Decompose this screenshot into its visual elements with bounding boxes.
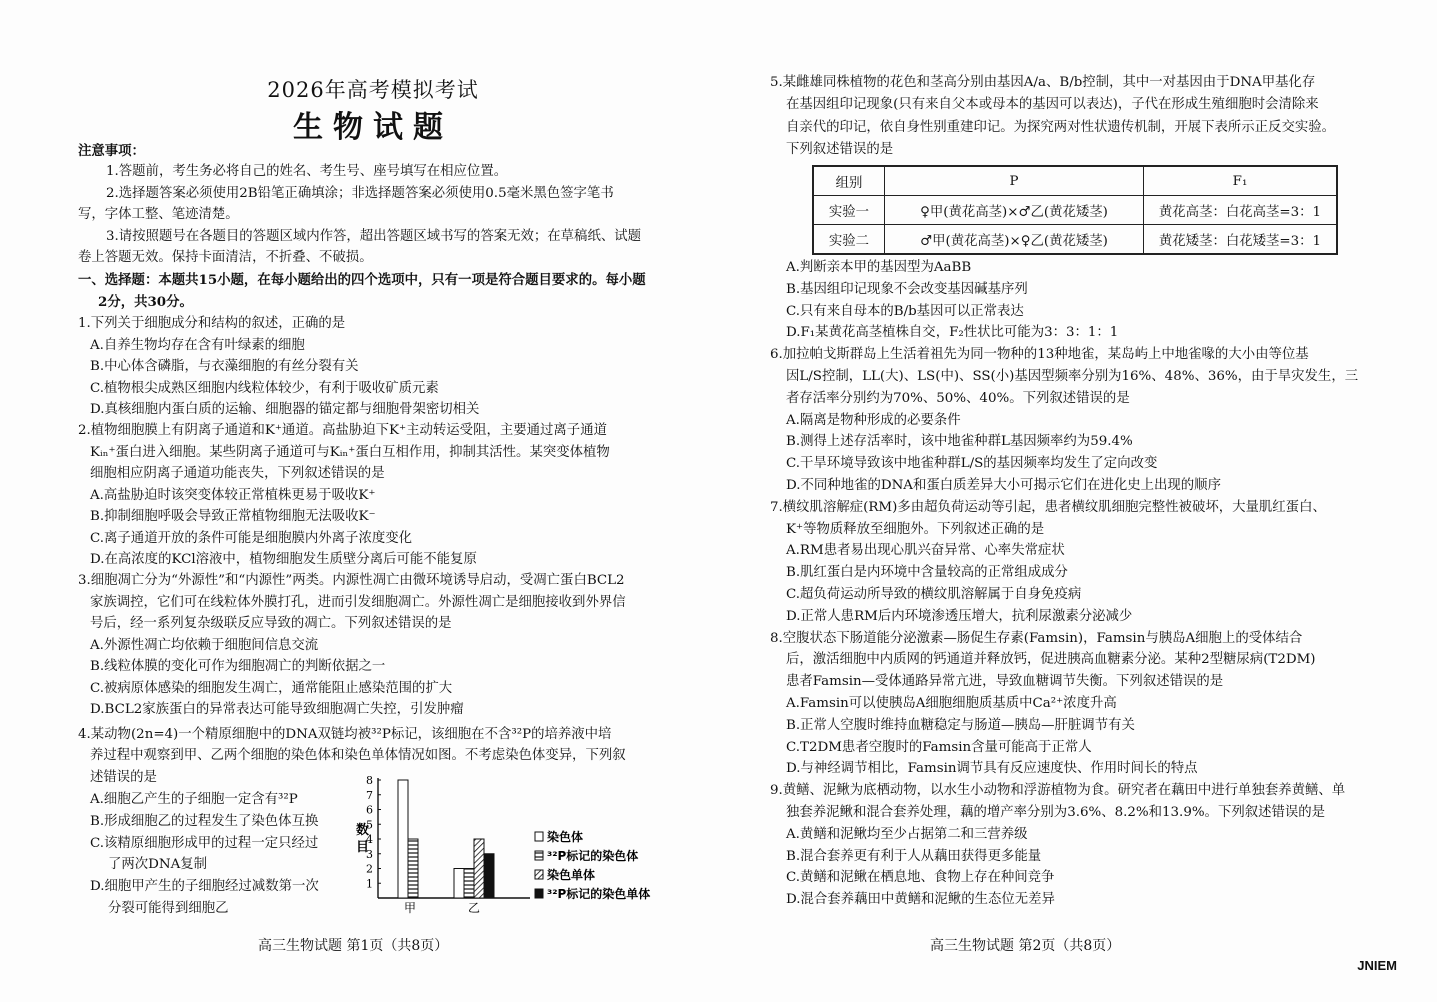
option-line: K⁺等物质释放至细胞外。下列叙述正确的是 [786,522,1045,537]
question-stem: 6.加拉帕戈斯群岛上生活着祖先为同一物种的13种地雀，某岛屿上中地雀喙的大小由等位基 [770,347,1309,362]
y-tick-label: 7 [366,788,373,802]
table-cell: ♀甲(黄花高茎)×♂乙(黄花矮茎) [885,196,1144,225]
table-header: 组别 [813,166,885,196]
exam-title: 2026年高考模拟考试 [267,78,479,102]
option-line: A.隔离是物种形成的必要条件 [786,413,961,428]
option-line: A.黄鳝和泥鳅均至少占据第二和三营养级 [786,827,1028,842]
option-line: B.线粒体膜的变化可作为细胞凋亡的判断依据之一 [90,659,386,674]
option-line: C.T2DM患者空腹时的Famsin含量可能高于正常人 [786,740,1092,755]
table-header: F₁ [1144,166,1338,196]
option-line: D.不同种地雀的DNA和蛋白质差异大小可揭示它们在进化史上出现的顺序 [786,478,1221,493]
legend-label: ³²P标记的染色体 [547,849,639,863]
section-heading: 2分，共30分。 [98,294,193,310]
bar-black [484,854,494,898]
table-header-row [813,166,1337,196]
question-stem: 下列叙述错误的是 [786,142,894,157]
option-line: C.植物根尖成熟区细胞内线粒体较少，有利于吸收矿质元素 [90,381,439,396]
option-line: A.RM患者易出现心肌兴奋异常、心率失常症状 [786,543,1065,558]
section-heading: 一、选择题：本题共15小题，在每小题给出的四个选项中，只有一项是符合题目要求的。每小题 [78,272,646,288]
option-line: D.BCL2家族蛋白的异常表达可能导致细胞凋亡失控，引发肿瘤 [90,702,464,717]
option-line: 者存活率分别约为70%、50%、40%。下列叙述错误的是 [786,391,1130,406]
experiment-table [812,165,1338,255]
bar-diag [474,839,484,898]
option-line: A.自养生物均存在含有叶绿素的细胞 [90,338,305,353]
notice-item: 1.答题前，考生务必将自己的姓名、考生号、座号填写在相应位置。 [106,164,508,179]
bar-white [454,869,464,899]
option-line: 分裂可能得到细胞乙 [108,901,229,916]
page-footer-right: 高三生物试题 第2页（共8页） [930,938,1121,954]
legend-swatch [535,889,543,898]
option-line: B.肌红蛋白是内环境中含量较高的正常组成成分 [786,565,1068,580]
option-line: C.被病原体感染的细胞发生凋亡，通常能阻止感染范围的扩大 [90,681,453,696]
option-line: A.判断亲本甲的基因型为AaBB [786,260,972,275]
option-line: B.基因组印记现象不会改变基因碱基序列 [786,282,1028,297]
option-line: C.超负荷运动所导致的横纹肌溶解属于自身免疫病 [786,587,1082,602]
option-line: B.正常人空腹时维持血糖稳定与肠道—胰岛—肝脏调节有关 [786,718,1135,733]
x-tick-label: 甲 [403,901,417,915]
option-line: B.混合套养更有利于人从藕田获得更多能量 [786,849,1042,864]
legend-label: 染色体 [547,830,584,844]
table-cell: 实验二 [813,225,885,255]
y-tick-label: 2 [366,862,373,876]
option-line: D.混合套养藕田中黄鳝和泥鳅的生态位无差异 [786,892,1055,907]
option-line: C.干旱环境导致该中地雀种群L/S的基因频率均发生了定向改变 [786,456,1158,471]
question-stem: 7.横纹肌溶解症(RM)多由超负荷运动等引起，患者横纹肌细胞完整性被破坏，大量肌红蛋白、 [770,500,1326,515]
option-line: D.F₁某黄花高茎植株自交，F₂性状比可能为3：3：1：1 [786,325,1119,340]
question-stem: 1.下列关于细胞成分和结构的叙述，正确的是 [78,316,346,331]
option-line: B.测得上述存活率时，该中地雀种群L基因频率约为59.4% [786,434,1133,449]
option-line: C.只有来自母本的B/b基因可以正常表达 [786,304,1024,319]
option-line: A.高盐胁迫时该突变体较正常植株更易于吸收K⁺ [90,488,376,503]
option-line: C.该精原细胞形成甲的过程一定只经过 [90,836,319,851]
legend-swatch [535,832,543,841]
option-line: B.中心体含磷脂，与衣藻细胞的有丝分裂有关 [90,359,359,374]
option-line: 号后，经一系列复杂级联反应导致的凋亡。下列叙述错误的是 [90,616,452,631]
y-tick-label: 1 [366,877,373,891]
question-stem: 4.某动物(2n=4)一个精原细胞中的DNA双链均被³²P标记，该细胞在不含³²P的培养液中培 [78,727,612,742]
notice-item: 卷上答题无效。保持卡面清洁，不折叠、不破损。 [78,250,373,265]
legend-swatch [535,870,543,879]
option-line: D.细胞甲产生的子细胞经过减数第一次 [90,879,319,894]
notice-item: 写，字体工整、笔迹清楚。 [78,207,239,222]
option-line: Kᵢₙ⁺蛋白进入细胞。某些阴离子通道可与Kᵢₙ⁺蛋白互相作用，抑制其活性。某突变体植物 [90,445,610,460]
question-stem: 自亲代的印记，依自身性别重建印记。为探究两对性状遗传机制，开展下表所示正反交实验。 [786,120,1336,135]
y-tick-label: 4 [366,833,373,846]
option-line: 细胞相应阴离子通道功能丧失，下列叙述错误的是 [90,466,385,481]
page-footer-left: 高三生物试题 第1页（共8页） [258,938,449,954]
option-line: 因L/S控制，LL(大)、LS(中)、SS(小)基因型频率分别为16%、48%、36%，由于旱灾发生，三 [786,369,1359,384]
legend-label: 染色单体 [547,868,596,882]
option-line: 养过程中观察到甲、乙两个细胞的染色体和染色单体情况如图。不考虑染色体变异，下列叙 [90,748,626,763]
table-cell: 黄花高茎：白花高茎=3：1 [1144,196,1338,225]
notice-item: 3.请按照题号在各题目的答题区域内作答，超出答题区域书写的答案无效；在草稿纸、试题 [106,229,642,244]
table-row [813,225,1337,255]
subject-title: 生物试题 [293,110,453,145]
option-line: A.Famsin可以使胰岛A细胞细胞质基质中Ca²⁺浓度升高 [786,696,1117,711]
option-line: D.真核细胞内蛋白质的运输、细胞器的锚定都与细胞骨架密切相关 [90,402,480,417]
option-line: C.黄鳝和泥鳅在栖息地、食物上存在种间竞争 [786,870,1055,885]
option-line: D.在高浓度的KCl溶液中，植物细胞发生质壁分离后可能不能复原 [90,552,477,567]
bar-hlines [408,839,418,898]
question-stem: 3.细胞凋亡分为“外源性”和“内源性”两类。内源性凋亡由微环境诱导启动，受凋亡蛋白BCL2 [78,573,625,588]
y-axis-label: 数 [356,823,370,838]
legend-label: ³²P标记的染色单体 [547,887,651,901]
y-tick-label: 3 [366,847,373,861]
table-cell: 黄花矮茎：白花矮茎=3：1 [1144,225,1338,255]
option-line: D.正常人患RM后内环境渗透压增大，抗利尿激素分泌减少 [786,609,1133,624]
corner-code: JNIEM [1357,958,1397,973]
option-line: 患者Famsin—受体通路异常亢进，导致血糖调节失衡。下列叙述错误的是 [786,674,1224,689]
y-tick-label: 6 [366,803,373,817]
bar-white [398,780,408,898]
table-cell: 实验一 [813,196,885,225]
option-line: A.外源性凋亡均依赖于细胞间信息交流 [90,638,319,653]
table-row [813,196,1337,225]
question-stem: 8.空腹状态下肠道能分泌激素—肠促生存素(Famsin)，Famsin与胰岛A细胞上的受体结合 [770,631,1303,646]
notice-heading: 注意事项： [78,143,145,159]
bar-hlines [464,869,474,899]
table-header: P [885,166,1144,196]
option-line: 了两次DNA复制 [108,857,208,872]
option-line: D.与神经调节相比，Famsin调节具有反应速度快、作用时间长的特点 [786,761,1198,776]
question-stem: 2.植物细胞膜上有阴离子通道和K⁺通道。高盐胁迫下K⁺主动转运受阻，主要通过离子通道 [78,423,607,438]
option-line: C.离子通道开放的条件可能是细胞膜内外离子浓度变化 [90,531,413,546]
notice-item: 2.选择题答案必须使用2B铅笔正确填涂；非选择题答案必须使用0.5毫米黑色签字笔书 [106,186,614,201]
option-line: 独套养泥鳅和混合套养处理，藕的增产率分别为3.6%、8.2%和13.9%。下列叙述错误的是 [786,805,1326,820]
option-line: 家族调控，它们可在线粒体外膜打孔，进而引发细胞凋亡。外源性凋亡是细胞接收到外界信 [90,595,626,610]
y-tick-label: 8 [366,774,373,787]
question-stem: 在基因组印记现象(只有来自父本或母本的基因可以表达)，子代在形成生殖细胞时会清除来 [786,97,1319,112]
chromosome-bar-chart [350,772,680,932]
y-tick-label: 5 [366,818,373,832]
option-line: 后，激活细胞中内质网的钙通道并释放钙，促进胰高血糖素分泌。某种2型糖尿病(T2DM) [786,652,1316,667]
option-line: B.形成细胞乙的过程发生了染色体互换 [90,814,319,829]
question-stem: 5.某雌雄同株植物的花色和茎高分别由基因A/a、B/b控制，其中一对基因由于DNA甲基化存 [770,75,1316,90]
x-tick-label: 乙 [467,901,481,915]
option-line: 述错误的是 [90,770,157,785]
y-axis-label: 目 [356,840,370,855]
option-line: A.细胞乙产生的子细胞一定含有³²P [90,792,298,807]
table-cell: ♂甲(黄花高茎)×♀乙(黄花矮茎) [885,225,1144,255]
legend-swatch [535,851,543,860]
question-stem: 9.黄鳝、泥鳅为底栖动物，以水生小动物和浮游植物为食。研究者在藕田中进行单独套养黄鳝、单 [770,783,1346,798]
option-line: B.抑制细胞呼吸会导致正常植物细胞无法吸收K⁻ [90,509,376,524]
